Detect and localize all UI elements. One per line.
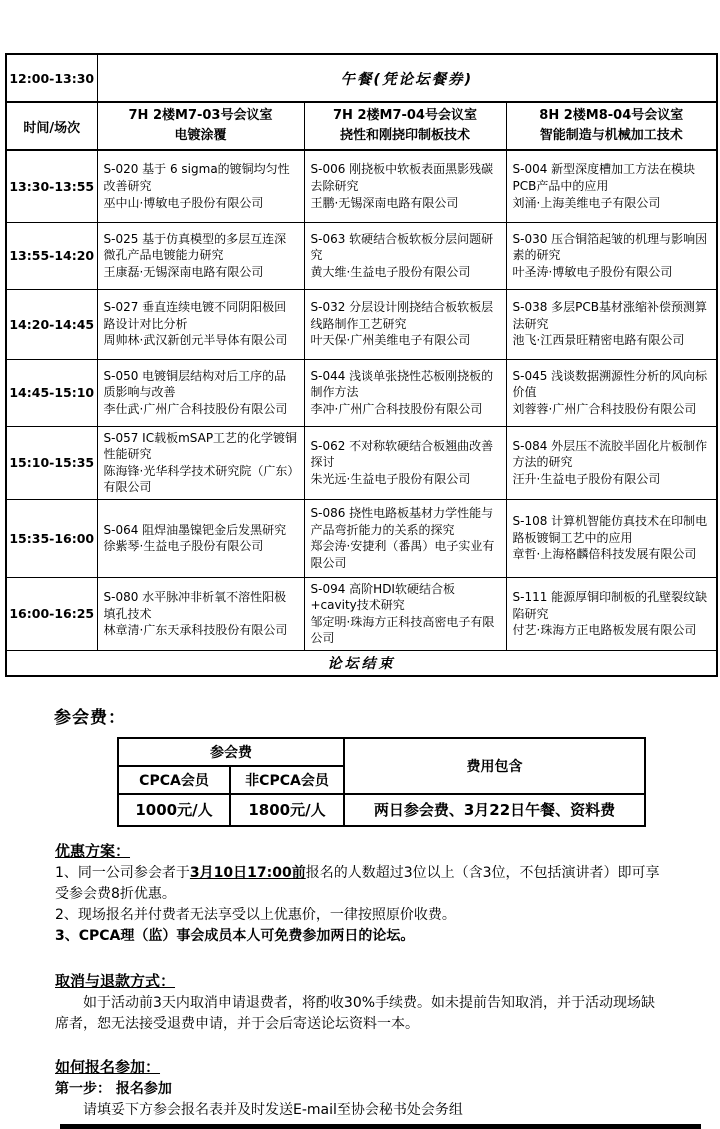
session-speaker: 叶天保·广州美维电子有限公司	[310, 333, 471, 348]
session-cell	[506, 222, 717, 289]
session-cell	[97, 426, 304, 499]
session-cell	[304, 289, 506, 359]
room-header-2	[304, 102, 506, 150]
room-header-1	[97, 102, 304, 150]
fee-value-row	[118, 794, 645, 826]
session-speaker: 刘涌·上海美维电子有限公司	[512, 195, 661, 210]
room-name: 8H 2楼M8-04号会议室	[539, 107, 684, 123]
room-topic: 电镀涂覆	[174, 128, 227, 143]
forum-end-label: 论坛结束	[6, 650, 717, 676]
non-cpca-member-label: 非CPCA会员	[230, 766, 344, 794]
session-cell	[506, 289, 717, 359]
session-speaker: 汪升·生益电子股份有限公司	[512, 471, 661, 486]
cancellation-section	[0, 970, 720, 1035]
session-cell	[506, 150, 717, 222]
session-speaker: 付艺·珠海方正电路板发展有限公司	[512, 623, 697, 638]
session-cell	[97, 150, 304, 222]
cpca-member-label: CPCA会员	[118, 766, 230, 794]
session-speaker: 李冲·广州广合科技股份有限公司	[310, 401, 483, 416]
registration-step-1: 第一步： 报名参加	[55, 1080, 172, 1097]
session-cell	[506, 577, 717, 650]
session-title: S-044 浅谈单张挠性芯板刚挠板的制作方法	[310, 368, 494, 400]
session-cell	[506, 426, 717, 499]
session-title: S-111 能源厚铜印制板的孔壁裂纹缺陷研究	[512, 589, 708, 621]
room-topic: 智能制造与机械加工技术	[539, 128, 683, 143]
member-price: 1000元/人	[118, 794, 230, 826]
session-title: S-094 高阶HDI软硬结合板+cavity技术研究	[310, 581, 455, 613]
time-slot: 15:35-16:00	[6, 499, 97, 577]
session-cell	[304, 577, 506, 650]
session-title: S-045 浅谈数据溯源性分析的风向标价值	[512, 368, 708, 400]
discount-item-3: 3、CPCA理（监）事会成员本人可免费参加两日的论坛。	[55, 927, 415, 944]
session-title: S-025 基于仿真模型的多层互连深微孔产品电镀能力研究	[103, 231, 287, 263]
session-speaker: 叶圣涛·博敏电子股份有限公司	[512, 264, 673, 279]
session-title: S-020 基于 6 sigma的镀铜均匀性改善研究	[103, 162, 290, 193]
time-slot: 14:45-15:10	[6, 359, 97, 426]
header-row	[6, 102, 717, 150]
session-title: S-108 计算机智能仿真技术在印制电路板镀铜工艺中的应用	[512, 514, 708, 545]
session-cell	[97, 359, 304, 426]
session-cell	[304, 426, 506, 499]
next-table-top-border	[60, 1124, 701, 1129]
schedule-row	[6, 499, 717, 577]
schedule-row	[6, 359, 717, 426]
discount-heading: 优惠方案：	[55, 841, 131, 860]
session-cell	[304, 222, 506, 289]
room-topic: 挠性和刚挠印制板技术	[339, 128, 470, 143]
session-cell	[304, 150, 506, 222]
session-speaker: 巫中山·博敏电子股份有限公司	[103, 195, 264, 210]
session-speaker: 李仕武·广州广合科技股份有限公司	[103, 401, 288, 416]
session-speaker: 郑会涛·安捷利（番禺）电子实业有限公司	[310, 539, 495, 570]
registration-step-1-note: 请填妥下方参会报名表并及时发送E-mail至协会秘书处会务组	[83, 1101, 463, 1118]
session-title: S-057 IC载板mSAP工艺的化学镀铜性能研究	[103, 430, 298, 462]
session-speaker: 徐紫琴·生益电子股份有限公司	[103, 539, 264, 554]
session-title: S-027 垂直连续电镀不同阴阳极回路设计对比分析	[103, 300, 287, 331]
session-cell	[97, 577, 304, 650]
time-slot: 15:10-15:35	[6, 426, 97, 499]
session-title: S-004 新型深度槽加工方法在模块PCB产品中的应用	[512, 162, 696, 193]
session-speaker: 黄大维·生益电子股份有限公司	[310, 264, 471, 279]
deadline-emphasis: 3月10日17:00前	[189, 864, 306, 881]
lunch-label: 午餐(凭论坛餐券)	[97, 54, 717, 102]
session-cell	[506, 499, 717, 577]
time-slot: 13:55-14:20	[6, 222, 97, 289]
lunch-time: 12:00-13:30	[6, 54, 97, 102]
schedule-row	[6, 577, 717, 650]
session-title: S-062 不对称软硬结合板翘曲改善探讨	[310, 438, 494, 470]
fee-table	[117, 737, 646, 827]
schedule-row	[6, 289, 717, 359]
session-cell	[97, 289, 304, 359]
time-slot: 16:00-16:25	[6, 577, 97, 650]
schedule-row	[6, 150, 717, 222]
session-title: S-030 压合铜箔起皱的机理与影响因素的研究	[512, 231, 708, 263]
cancellation-body: 如于活动前3天内取消申请退费者，将酌收30%手续费。如未提前告知取消，并于活动现场缺席者，恕无法接受退费申请，并于会后寄送论坛资料一本。	[55, 994, 656, 1032]
session-speaker: 邹定明·珠海方正科技高密电子有限公司	[310, 614, 495, 646]
session-title: S-080 水平脉冲非析氧不溶性阳极填孔技术	[103, 589, 287, 621]
forum-schedule-table	[5, 53, 718, 677]
schedule-row	[6, 222, 717, 289]
session-title: S-050 电镀铜层结构对后工序的品质影响与改善	[103, 368, 287, 400]
fee-section-heading: 参会费：	[54, 707, 126, 728]
session-speaker: 周帅林·武汉新创元半导体有限公司	[103, 333, 288, 348]
fee-header-row	[118, 738, 645, 766]
discount-section	[0, 840, 720, 947]
forum-end-row	[6, 650, 717, 676]
fee-header: 参会费	[118, 738, 344, 766]
room-name: 7H 2楼M7-03号会议室	[128, 107, 273, 123]
time-slot: 14:20-14:45	[6, 289, 97, 359]
session-title: S-032 分层设计刚挠结合板软板层线路制作工艺研究	[310, 300, 494, 331]
fee-includes-value: 两日参会费、3月22日午餐、资料费	[344, 794, 645, 826]
session-cell	[97, 499, 304, 577]
registration-heading: 如何报名参加：	[55, 1057, 161, 1076]
session-cell	[304, 359, 506, 426]
nonmember-price: 1800元/人	[230, 794, 344, 826]
room-header-3	[506, 102, 717, 150]
discount-item-1: 1、同一公司参会者于3月10日17:00前报名的人数超过3位以上（含3位，不包括演讲者）即可享受参会费8折优惠。	[55, 864, 660, 902]
session-title: S-064 阻焊油墨镍钯金后发黑研究	[103, 522, 287, 537]
schedule-row	[6, 426, 717, 499]
registration-section	[0, 1056, 720, 1121]
session-cell	[506, 359, 717, 426]
cancellation-heading: 取消与退款方式：	[55, 971, 176, 990]
session-cell	[304, 499, 506, 577]
session-cell	[97, 222, 304, 289]
session-speaker: 陈海锋·光华科学技术研究院（广东）有限公司	[103, 463, 294, 495]
session-speaker: 朱光远·生益电子股份有限公司	[310, 471, 471, 486]
session-title: S-006 刚挠板中软板表面黑影残碳去除研究	[310, 162, 494, 193]
session-title: S-084 外层压不流胶半固化片板制作方法的研究	[512, 438, 708, 470]
document-page	[0, 53, 720, 1129]
time-slot: 13:30-13:55	[6, 150, 97, 222]
session-speaker: 池飞·江西景旺精密电路有限公司	[512, 333, 685, 348]
lunch-row	[6, 54, 717, 102]
session-speaker: 刘蓉蓉·广州广合科技股份有限公司	[512, 401, 697, 416]
session-speaker: 王鹏·无锡深南电路有限公司	[310, 195, 459, 210]
session-speaker: 林章清·广东天承科技股份有限公司	[103, 623, 288, 638]
session-title: S-086 挠性电路板基材力学性能与产品弯折能力的关系的探究	[310, 506, 494, 537]
session-speaker: 章哲·上海格麟倍科技发展有限公司	[512, 547, 697, 562]
room-name: 7H 2楼M7-04号会议室	[333, 107, 477, 123]
time-column-header: 时间/场次	[6, 102, 97, 150]
session-title: S-038 多层PCB基材涨缩补偿预测算法研究	[512, 300, 708, 331]
fee-includes-header: 费用包含	[344, 738, 645, 794]
discount-item-2: 2、现场报名并付费者无法享受以上优惠价，一律按照原价收费。	[55, 906, 456, 923]
session-title: S-063 软硬结合板软板分层问题研究	[310, 231, 494, 263]
session-speaker: 王康磊·无锡深南电路有限公司	[103, 264, 264, 279]
